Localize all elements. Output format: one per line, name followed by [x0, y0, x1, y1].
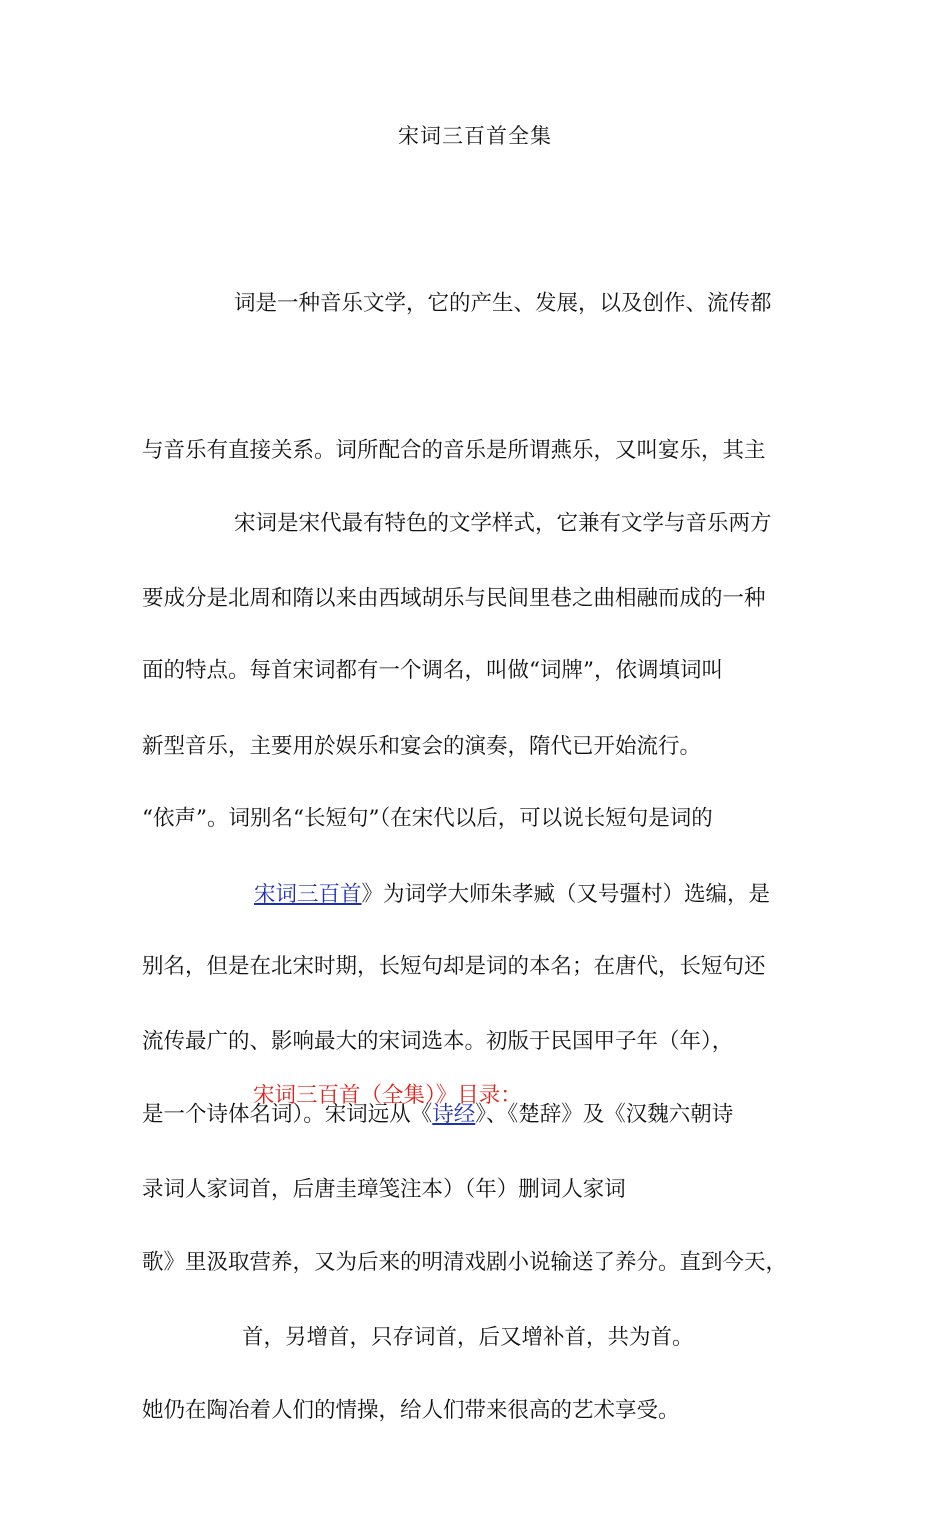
paragraph-line: 要成分是北周和隋以来由西域胡乐与民间里巷之曲相融而成的一种 [142, 586, 766, 612]
paragraph-line: 词是一种音乐文学，它的产生、发展，以及创作、流传都 [234, 290, 772, 316]
song-ci-300-link[interactable]: 宋词三百首 [254, 881, 362, 907]
text-segment: 是一个诗体名词）。宋词远从《 [142, 1102, 433, 1128]
paragraph-line: 流传最广的、影响最大的宋词选本。初版于民国甲子年（年）， [142, 1029, 734, 1055]
paragraph-line: 她仍在陶冶着人们的情操，给人们带来很高的艺术享受。 [142, 1397, 680, 1423]
paragraph-line: 首，另增首，只存词首，后又增补首，共为首。 [242, 1325, 694, 1351]
paragraph-line: “依声”。词别名“长短句”（在宋代以后，可以说长短句是词的 [142, 806, 713, 832]
shijing-link[interactable]: 诗经 [432, 1102, 476, 1128]
paragraph-line: 宋词是宋代最有特色的文学样式，它兼有文学与音乐两方 [234, 510, 772, 536]
text-segment: 》为词学大师朱孝臧（又号彊村）选编，是 [361, 881, 771, 907]
paragraph-line [142, 870, 807, 919]
document-title: 宋词三百首全集 [398, 124, 552, 148]
toc-heading: 宋词三百首（全集）》目录： [253, 1083, 522, 1108]
paragraph-line: 录词人家词首，后唐圭璋笺注本）（年）删词人家词 [142, 1177, 626, 1203]
text-segment: 》、《楚辞》及《汉魏六朝诗 [475, 1102, 734, 1128]
paragraph-line: 面的特点。每首宋词都有一个调名，叫做“词牌”，依调填词叫 [142, 658, 723, 684]
paragraph-line: 歌》里汲取营养，又为后来的明清戏剧小说输送了养分。直到今天， [142, 1250, 788, 1276]
paragraph-line: 新型音乐，主要用於娱乐和宴会的演奏，隋代已开始流行。 [142, 734, 702, 760]
paragraph-line: 别名，但是在北宋时期，长短句却是词的本名；在唐代，长短句还 [142, 954, 766, 980]
paragraph-line: 与音乐有直接关系。词所配合的音乐是所谓燕乐，又叫宴乐，其主 [142, 438, 766, 464]
paragraph-anthology [142, 771, 807, 1461]
